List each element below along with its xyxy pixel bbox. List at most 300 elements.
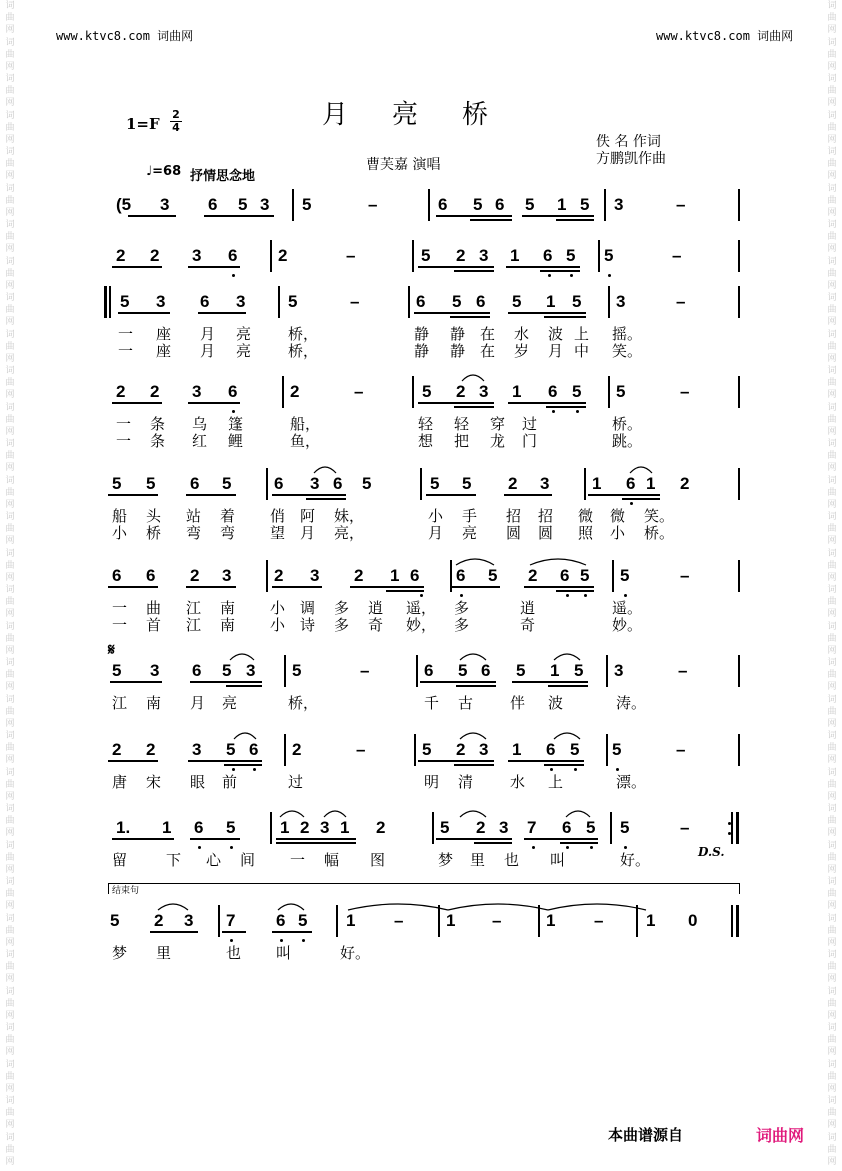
side-watermark-item: 词 曲 网 <box>827 293 837 327</box>
note: 5 <box>616 382 626 401</box>
note: 5 <box>462 474 472 493</box>
lyric-syllable: 微 <box>578 507 594 525</box>
slur <box>460 651 486 661</box>
bar-line <box>598 240 600 272</box>
note: 3 <box>160 195 170 214</box>
note: 6 <box>481 661 491 680</box>
lyric-syllable: 也 <box>504 851 520 869</box>
note: 3 <box>614 661 624 680</box>
note: 1 <box>592 474 602 493</box>
tempo-mark: ♩=68 <box>146 164 182 179</box>
lyric-syllable: 照 <box>578 524 594 542</box>
slur <box>630 464 652 474</box>
lyric-syllable: 门 <box>522 432 538 450</box>
side-watermark-item: 词 曲 网 <box>5 658 15 692</box>
slur <box>456 556 494 566</box>
octave-dot-below <box>230 939 233 942</box>
note: 3 <box>320 818 330 837</box>
note: 2 <box>190 566 200 585</box>
lyric-syllable: 月 <box>200 325 216 343</box>
side-watermark-item: 词 曲 网 <box>5 986 15 1021</box>
note: 2 <box>508 474 518 493</box>
lyric-syllable: 江 <box>186 616 202 634</box>
beam-underline <box>546 406 586 408</box>
final-bar-line <box>736 812 739 844</box>
beam-underline <box>454 406 494 408</box>
note: 2 <box>146 740 156 759</box>
ds-mark: D.S. <box>698 845 725 859</box>
lyric-syllable: 江 <box>186 599 202 617</box>
side-watermark-item: 词 曲 网 <box>5 439 15 473</box>
note: 2 <box>290 382 300 401</box>
bar-line <box>608 376 610 408</box>
beam-underline <box>556 590 594 592</box>
side-watermark-item: 词 曲 网 <box>827 767 837 802</box>
lyric-syllable: 江 <box>112 694 128 712</box>
side-watermark-item: 词 曲 网 <box>827 658 837 692</box>
note: 5 <box>572 292 582 311</box>
bar-line <box>428 189 430 221</box>
note: 2 <box>376 818 386 837</box>
segno-mark: 𝄋 <box>108 640 115 659</box>
note: 1. <box>116 818 131 837</box>
note: – <box>360 661 370 680</box>
note: 2 <box>150 382 160 401</box>
note: 7 <box>527 818 537 837</box>
side-watermark-item: 词 曲 网 <box>5 950 15 984</box>
note: 6 <box>200 292 210 311</box>
beam-underline <box>186 494 236 496</box>
beam-underline <box>150 931 198 933</box>
beam-underline <box>272 494 346 496</box>
beam-underline <box>456 685 496 687</box>
note: 5 <box>302 195 312 214</box>
side-watermark-item: 词 曲 网 <box>827 950 837 984</box>
lyric-syllable: 岁 <box>514 342 530 360</box>
note: – <box>676 740 686 759</box>
note: 6 <box>228 246 238 265</box>
octave-dot-below <box>624 594 627 597</box>
final-bar-line <box>736 905 739 937</box>
note: 2 <box>292 740 302 759</box>
lyric-syllable: 幅 <box>324 851 340 869</box>
lyric-syllable: 眼 <box>190 773 206 791</box>
bar-line <box>738 240 740 272</box>
bar-line <box>282 376 284 408</box>
lyric-syllable: 曲 <box>146 599 162 617</box>
note: 6 <box>560 566 570 585</box>
footer-source-label: 本曲谱源自 <box>608 1126 684 1144</box>
bar-line <box>432 812 434 844</box>
side-watermark-item: 词 曲 网 <box>827 512 837 546</box>
note: 3 <box>479 382 489 401</box>
note: 6 <box>208 195 218 214</box>
side-watermark-item: 词 曲 网 <box>5 183 15 218</box>
side-watermark-item: 词 曲 网 <box>5 402 15 437</box>
note: 3 <box>184 911 194 930</box>
lyric-syllable: 奇 <box>368 616 384 634</box>
lyric-syllable: 小 <box>610 524 626 542</box>
lyric-syllable: 月 <box>300 524 316 542</box>
beam-underline <box>350 586 424 588</box>
lyric-syllable: 多 <box>334 616 350 634</box>
note: 5 <box>570 740 580 759</box>
note: 6 <box>495 195 505 214</box>
lyric-syllable: 过 <box>522 415 538 433</box>
side-watermark-item: 词 曲 网 <box>827 110 837 145</box>
side-watermark-item: 词 曲 网 <box>5 256 15 291</box>
lyric-syllable: 头 <box>146 507 162 525</box>
lyric-syllable: 桥， <box>288 342 319 360</box>
note: 6 <box>228 382 238 401</box>
beam-underline <box>470 219 512 221</box>
note: 5 <box>120 292 130 311</box>
note: 2 <box>278 246 288 265</box>
note: 1 <box>557 195 567 214</box>
beam-underline <box>560 842 598 844</box>
header-url-right: www.ktvc8.com 词曲网 <box>656 29 794 43</box>
lyric-syllable: 阿 <box>300 507 316 525</box>
side-watermark-item: 词 曲 网 <box>827 37 837 72</box>
slur <box>554 651 580 661</box>
repeat-dot <box>728 832 731 835</box>
side-watermark-item: 词 曲 网 <box>5 1132 15 1167</box>
lyric-syllable: 图 <box>370 851 386 869</box>
lyric-syllable: 一 <box>118 342 134 360</box>
side-watermark-item: 词 曲 网 <box>827 366 837 400</box>
lyric-syllable: 招 <box>538 507 554 525</box>
time-numerator: 2 <box>172 108 180 121</box>
note: 2 <box>456 740 466 759</box>
lyric-syllable: 下 <box>166 851 182 869</box>
side-watermark-item: 词 曲 网 <box>827 840 837 875</box>
beam-underline <box>556 219 594 221</box>
beam-underline <box>452 586 500 588</box>
beam-underline <box>436 838 512 840</box>
side-watermark-item: 词 曲 网 <box>827 731 837 765</box>
octave-dot-below <box>198 846 201 849</box>
bar-line <box>420 468 422 500</box>
note: 1 <box>390 566 400 585</box>
beam-underline <box>108 494 158 496</box>
lyric-syllable: 月 <box>200 342 216 360</box>
repeat-start-bar <box>109 286 111 318</box>
octave-dot-below <box>608 274 611 277</box>
note: 5 <box>288 292 298 311</box>
bar-line <box>584 468 586 500</box>
lyric-syllable: 明 <box>424 773 440 791</box>
beam-underline <box>450 316 490 318</box>
side-watermark-item: 词 曲 网 <box>827 585 837 619</box>
beam-underline <box>418 266 494 268</box>
note: 5 <box>146 474 156 493</box>
note: – <box>676 292 686 311</box>
octave-dot-below <box>630 502 633 505</box>
side-watermark-item: 词 曲 网 <box>827 1059 837 1094</box>
note: 3 <box>614 195 624 214</box>
note: 1 <box>162 818 172 837</box>
note: 6 <box>410 566 420 585</box>
lyric-syllable: 波 <box>548 694 564 712</box>
side-watermark-item: 词 曲 网 <box>827 183 837 218</box>
note: 3 <box>310 566 320 585</box>
note: 5 <box>226 818 236 837</box>
bar-line <box>412 376 414 408</box>
note: 5 <box>620 818 630 837</box>
note: 2 <box>456 382 466 401</box>
lyric-syllable: 一 <box>116 415 132 433</box>
note: 5 <box>430 474 440 493</box>
octave-dot-below <box>532 846 535 849</box>
lyric-syllable: 静 <box>450 342 466 360</box>
lyric-syllable: 留 <box>112 851 128 869</box>
lyric-syllable: 亮 <box>236 325 252 343</box>
lyric-syllable: 首 <box>146 616 162 634</box>
side-watermark-item: 词 曲 网 <box>5 694 15 729</box>
octave-dot-below <box>253 768 256 771</box>
lyric-syllable: 梦 <box>112 944 128 962</box>
lyric-syllable: 梦 <box>438 851 454 869</box>
bar-line <box>408 286 410 318</box>
note: 2 <box>528 566 538 585</box>
lyric-syllable: 条 <box>150 432 166 450</box>
beam-underline <box>110 681 162 683</box>
note: 5 <box>440 818 450 837</box>
side-watermark-item: 词 曲 网 <box>5 731 15 765</box>
note: 5 <box>112 474 122 493</box>
octave-dot-below <box>280 939 283 942</box>
note: 1 <box>646 911 656 930</box>
note: 5 <box>292 661 302 680</box>
note: 5 <box>452 292 462 311</box>
note: 6 <box>112 566 122 585</box>
side-watermark-item: 词 曲 网 <box>5 1059 15 1094</box>
ending-label: 结束句 <box>112 886 140 896</box>
note: 5 <box>458 661 468 680</box>
lyric-syllable: 好。 <box>340 944 371 962</box>
note: 1 <box>280 818 290 837</box>
beam-underline <box>272 931 312 933</box>
lyric-syllable: 好。 <box>620 851 651 869</box>
octave-dot-below <box>570 274 573 277</box>
note: 6 <box>190 474 200 493</box>
lyric-syllable: 轻 <box>454 415 470 433</box>
lyric-syllable: 望 <box>270 524 286 542</box>
bar-line <box>414 734 416 766</box>
note: 3 <box>192 382 202 401</box>
side-watermark-item: 词 曲 网 <box>827 475 837 510</box>
lyric-syllable: 亮， <box>334 524 365 542</box>
note: – <box>680 818 690 837</box>
note: – <box>492 911 502 930</box>
lyric-syllable: 条 <box>150 415 166 433</box>
lyric-syllable: 圆 <box>538 524 554 542</box>
bar-line <box>738 376 740 408</box>
lyric-syllable: 亮 <box>462 524 478 542</box>
note: 5 <box>112 661 122 680</box>
slur <box>234 730 256 740</box>
lyric-syllable: 船， <box>290 415 321 433</box>
lyric-syllable: 月 <box>428 524 444 542</box>
note: 3 <box>222 566 232 585</box>
beam-underline <box>128 215 176 217</box>
lyric-syllable: 小 <box>428 507 444 525</box>
note: 2 <box>150 246 160 265</box>
beam-underline <box>186 586 236 588</box>
note: 2 <box>154 911 164 930</box>
beam-underline <box>414 312 490 314</box>
side-watermark-item: 词 曲 网 <box>827 74 837 108</box>
note: 1 <box>340 818 350 837</box>
note: 1 <box>446 911 456 930</box>
lyric-syllable: 龙 <box>490 432 506 450</box>
slur <box>460 808 486 818</box>
lyric-syllable: 静 <box>450 325 466 343</box>
lyric-syllable: 水 <box>510 773 526 791</box>
beam-underline <box>544 764 584 766</box>
note: 1 <box>546 911 556 930</box>
note: 1 <box>646 474 656 493</box>
side-watermark-item: 词 曲 网 <box>5 877 15 911</box>
time-denominator: 4 <box>170 121 182 134</box>
lyric-syllable: 逍 <box>368 599 384 617</box>
beam-underline <box>226 685 262 687</box>
beam-underline <box>118 312 170 314</box>
composer-credit: 方鹏凯作曲 <box>596 151 666 167</box>
lyric-syllable: 诗 <box>300 616 316 634</box>
note: 2 <box>354 566 364 585</box>
side-watermark-item: 词 曲 网 <box>5 74 15 108</box>
beam-underline <box>436 215 512 217</box>
bar-line <box>284 655 286 687</box>
side-watermark-item: 词 曲 网 <box>827 256 837 291</box>
note: – <box>676 195 686 214</box>
side-watermark-item: 词 曲 网 <box>827 220 837 254</box>
slur <box>348 901 448 911</box>
note: 5 <box>586 818 596 837</box>
lyric-syllable: 古 <box>458 694 474 712</box>
lyric-syllable: 逍 <box>520 599 536 617</box>
beam-underline <box>112 266 162 268</box>
bar-line <box>738 189 740 221</box>
note: – <box>346 246 356 265</box>
note: 6 <box>249 740 259 759</box>
note: 6 <box>146 566 156 585</box>
note: 6 <box>416 292 426 311</box>
bar-line <box>606 734 608 766</box>
beam-underline <box>522 215 594 217</box>
note: – <box>394 911 404 930</box>
bar-line <box>266 560 268 592</box>
note: 6 <box>546 740 556 759</box>
note: 6 <box>333 474 343 493</box>
lyric-syllable: 前 <box>222 773 238 791</box>
header-url-left: www.ktvc8.com 词曲网 <box>56 29 194 43</box>
note: 5 <box>572 382 582 401</box>
bar-line <box>278 286 280 318</box>
note: 5 <box>421 246 431 265</box>
beam-underline <box>474 842 512 844</box>
note: 5 <box>222 474 232 493</box>
lyric-syllable: 穿 <box>490 415 506 433</box>
lyric-syllable: 笑。 <box>612 342 643 360</box>
slur <box>460 730 486 740</box>
beam-underline <box>508 402 586 404</box>
side-watermark-item: 词 曲 网 <box>827 877 837 911</box>
note: – <box>672 246 682 265</box>
note: 1 <box>550 661 560 680</box>
lyric-syllable: 里 <box>470 851 486 869</box>
beam-underline <box>306 498 346 500</box>
beam-underline <box>418 760 494 762</box>
lyric-syllable: 伴 <box>510 694 526 712</box>
lyric-syllable: 南 <box>220 599 236 617</box>
side-watermark-item: 词 曲 网 <box>827 548 837 583</box>
note: 0 <box>688 911 698 930</box>
note: 6 <box>476 292 486 311</box>
lyric-syllable: 也 <box>226 944 242 962</box>
beam-underline <box>506 266 580 268</box>
note: 5 <box>525 195 535 214</box>
lyric-syllable: 叫 <box>550 851 566 869</box>
lyric-syllable: 静 <box>414 342 430 360</box>
octave-dot-below <box>230 846 233 849</box>
lyric-syllable: 里 <box>156 944 172 962</box>
lyric-syllable: 唐 <box>112 773 128 791</box>
lyric-syllable: 妙。 <box>612 616 643 634</box>
note: 5 <box>612 740 622 759</box>
side-watermark-item: 词 曲 网 <box>5 37 15 72</box>
lyric-syllable: 多 <box>454 599 470 617</box>
lyric-syllable: 小 <box>112 524 128 542</box>
beam-underline <box>512 681 588 683</box>
bar-line <box>416 655 418 687</box>
note: 5 <box>604 246 614 265</box>
bar-line <box>608 286 610 318</box>
lyric-syllable: 静 <box>414 325 430 343</box>
lyric-syllable: 一 <box>290 851 306 869</box>
lyric-syllable: 红 <box>192 432 208 450</box>
note: 6 <box>274 474 284 493</box>
beam-underline <box>454 764 494 766</box>
note: 3 <box>479 246 489 265</box>
side-watermark-item: 词 曲 网 <box>5 366 15 400</box>
beam-underline <box>276 842 356 844</box>
slur <box>324 808 346 818</box>
mood-mark: 抒情思念地 <box>190 169 256 184</box>
note: 1 <box>512 382 522 401</box>
note: 6 <box>424 661 434 680</box>
note: 5 <box>488 566 498 585</box>
bar-line <box>270 240 272 272</box>
beam-underline <box>188 760 262 762</box>
side-watermark-item: 词 曲 网 <box>5 621 15 656</box>
bar-line <box>731 905 733 937</box>
note: 3 <box>246 661 256 680</box>
bar-line <box>731 812 733 844</box>
lyric-syllable: 遥。 <box>612 599 643 617</box>
side-watermark-item: 词 曲 网 <box>5 840 15 875</box>
lyric-syllable: 水 <box>514 325 530 343</box>
lyric-syllable: 遥， <box>406 599 437 617</box>
side-watermark-item: 词 曲 网 <box>827 1132 837 1167</box>
lyric-syllable: 妙， <box>406 616 437 634</box>
beam-underline <box>108 586 158 588</box>
lyric-syllable: 手 <box>462 507 478 525</box>
lyric-syllable: 座 <box>156 325 172 343</box>
bar-line <box>284 734 286 766</box>
bar-line <box>738 655 740 687</box>
